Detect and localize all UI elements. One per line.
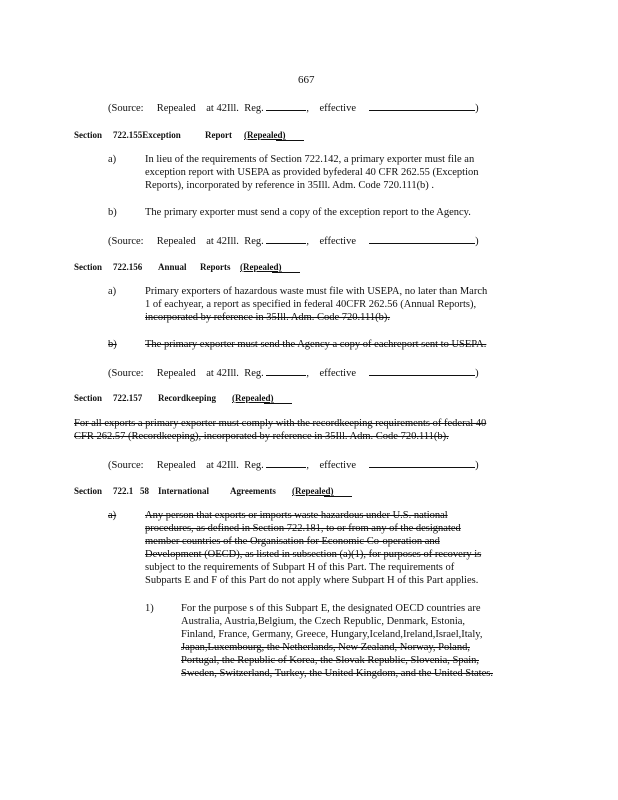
paragraph-line: procedures, as defined in Section 722.181, to or from any of the designated bbox=[145, 523, 461, 534]
paragraph-line: The primary exporter must send a copy of the exception report to the Agency. bbox=[145, 207, 471, 218]
paragraph-line: 1 of eachyear, a report as specified in federal 40CFR 262.56 (Annual Reports), bbox=[145, 299, 477, 310]
source-note: (Source: Repealed at 42Ill. Reg. , effective ) bbox=[108, 368, 479, 379]
paragraph-line: Primary exporters of hazardous waste must file with USEPA, no later than March bbox=[145, 286, 488, 297]
paragraph-line: Reports), incorporated by reference in 35Ill. Adm. Code 720.111(b) . bbox=[145, 180, 435, 191]
paragraph-line: subject to the requirements of Subpart H of this Part. The requirements of bbox=[145, 562, 455, 573]
source-note: (Source: Repealed at 42Ill. Reg. , effective ) bbox=[108, 103, 479, 114]
page-number: 667 bbox=[298, 74, 315, 86]
paragraph-line: For all exports a primary exporter must comply with the recordkeeping requirements of federal 40 bbox=[74, 418, 487, 429]
document-page: 667 (Source: Repealed at 42Ill. Reg. , effective ) Section 722.155Exception Report (Repealed) a) In lieu of the requirements of Section 722.142, a primary exporter must file an exception report with USEPA as provided byfederal 40 CFR 262.55 (Exception Reports), incorporated by reference in 35Ill. Adm. Code 720.111(b) . b) The primary exporter must send a copy of the exception report to the Agency. (Source: Repealed at 42Ill. Reg. , effective ) Section 722.156 Annual Reports (Repealed) a) Primary exporters of hazardous waste must file with USEPA, no later than March 1 of eachyear, a report as specified in federal 40CFR 262.56 (Annual Reports), incorporated by reference in 35Ill. Adm. Code 720.111(b). b) The primary exporter must send the Agency a copy of eachreport sent to USEPA. (Source: Repealed at 42Ill. Reg. , effective ) Section 722.157 Recordkeeping (Repealed) For all exports a primary exporter must comply with the recordkeeping requirements of federal 40 CFR 262.57 (Recordkeeping), incorporated by reference in 35Ill. Adm. Code 720.111(b). (Source: Repealed at 42Ill. Reg. , effective ) Section 722.1 58 International Agreements (Repealed) a) Any person that exports or imports waste hazardous under U.S. national procedures, as defined in Section 722.181, to or from any of the designated member countries of the Organisation for Economic Co-operation and Development (OECD), as listed in subsection (a)(1), for purposes of recovery is subject to the requirements of Subpart H of this Part. The requirements of Subparts E and F of this Part do not apply where Subpart H of this Part applies. 1) For the purpose s of this Subpart E, the designated OECD countries are Australia, Austria,Belgium, the Czech Republic, Denmark, Estonia, Finland, France, Germany, Greece, Hungary,Iceland,Ireland,Israel,Italy, Japan,Luxembourg, the Netherlands, New Zealand, Norway, Poland, Portugal, the Republic of Korea, the Slovak Republic, Slovenia, Spain, Sweden, Switzerland, Turkey, the United Kingdom, and the United States. bbox=[0, 0, 618, 800]
paragraph-line: The primary exporter must send the Agency a copy of eachreport sent to USEPA. bbox=[145, 339, 487, 350]
list-label: a) bbox=[108, 154, 117, 165]
list-label: a) bbox=[108, 510, 117, 521]
list-label: a) bbox=[108, 286, 117, 297]
paragraph-line: Portugal, the Republic of Korea, the Slovak Republic, Slovenia, Spain, bbox=[181, 655, 480, 666]
paragraph-line: Any person that exports or imports waste hazardous under U.S. national bbox=[145, 510, 448, 521]
paragraph-line: Finland, France, Germany, Greece, Hungary,Iceland,Ireland,Israel,Italy, bbox=[181, 629, 483, 640]
list-label: b) bbox=[108, 339, 117, 350]
paragraph-line: Sweden, Switzerland, Turkey, the United Kingdom, and the United States. bbox=[181, 668, 493, 679]
paragraph-line: Australia, Austria,Belgium, the Czech Republic, Denmark, Estonia, bbox=[181, 616, 466, 627]
source-note: (Source: Repealed at 42Ill. Reg. , effective ) bbox=[108, 236, 479, 247]
paragraph-line: incorporated by reference in 35Ill. Adm. Code 720.111(b). bbox=[145, 312, 391, 323]
source-note: (Source: Repealed at 42Ill. Reg. , effective ) bbox=[108, 460, 479, 471]
paragraph-line: member countries of the Organisation for Economic Co-operation and bbox=[145, 536, 440, 547]
list-label: 1) bbox=[145, 603, 154, 614]
paragraph-line: Japan,Luxembourg, the Netherlands, New Zealand, Norway, Poland, bbox=[181, 642, 470, 653]
paragraph-line: exception report with USEPA as provided byfederal 40 CFR 262.55 (Exception bbox=[145, 167, 479, 178]
list-label: b) bbox=[108, 207, 117, 218]
paragraph-line: CFR 262.57 (Recordkeeping), incorporated by reference in 35Ill. Adm. Code 720.111(b). bbox=[74, 431, 449, 442]
paragraph-line: Subparts E and F of this Part do not apply where Subpart H of this Part applies. bbox=[145, 575, 479, 586]
paragraph-line: Development (OECD), as listed in subsection (a)(1), for purposes of recovery is bbox=[145, 549, 482, 560]
paragraph-line: For the purpose s of this Subpart E, the designated OECD countries are bbox=[181, 603, 481, 614]
paragraph-line: In lieu of the requirements of Section 722.142, a primary exporter must file an bbox=[145, 154, 475, 165]
